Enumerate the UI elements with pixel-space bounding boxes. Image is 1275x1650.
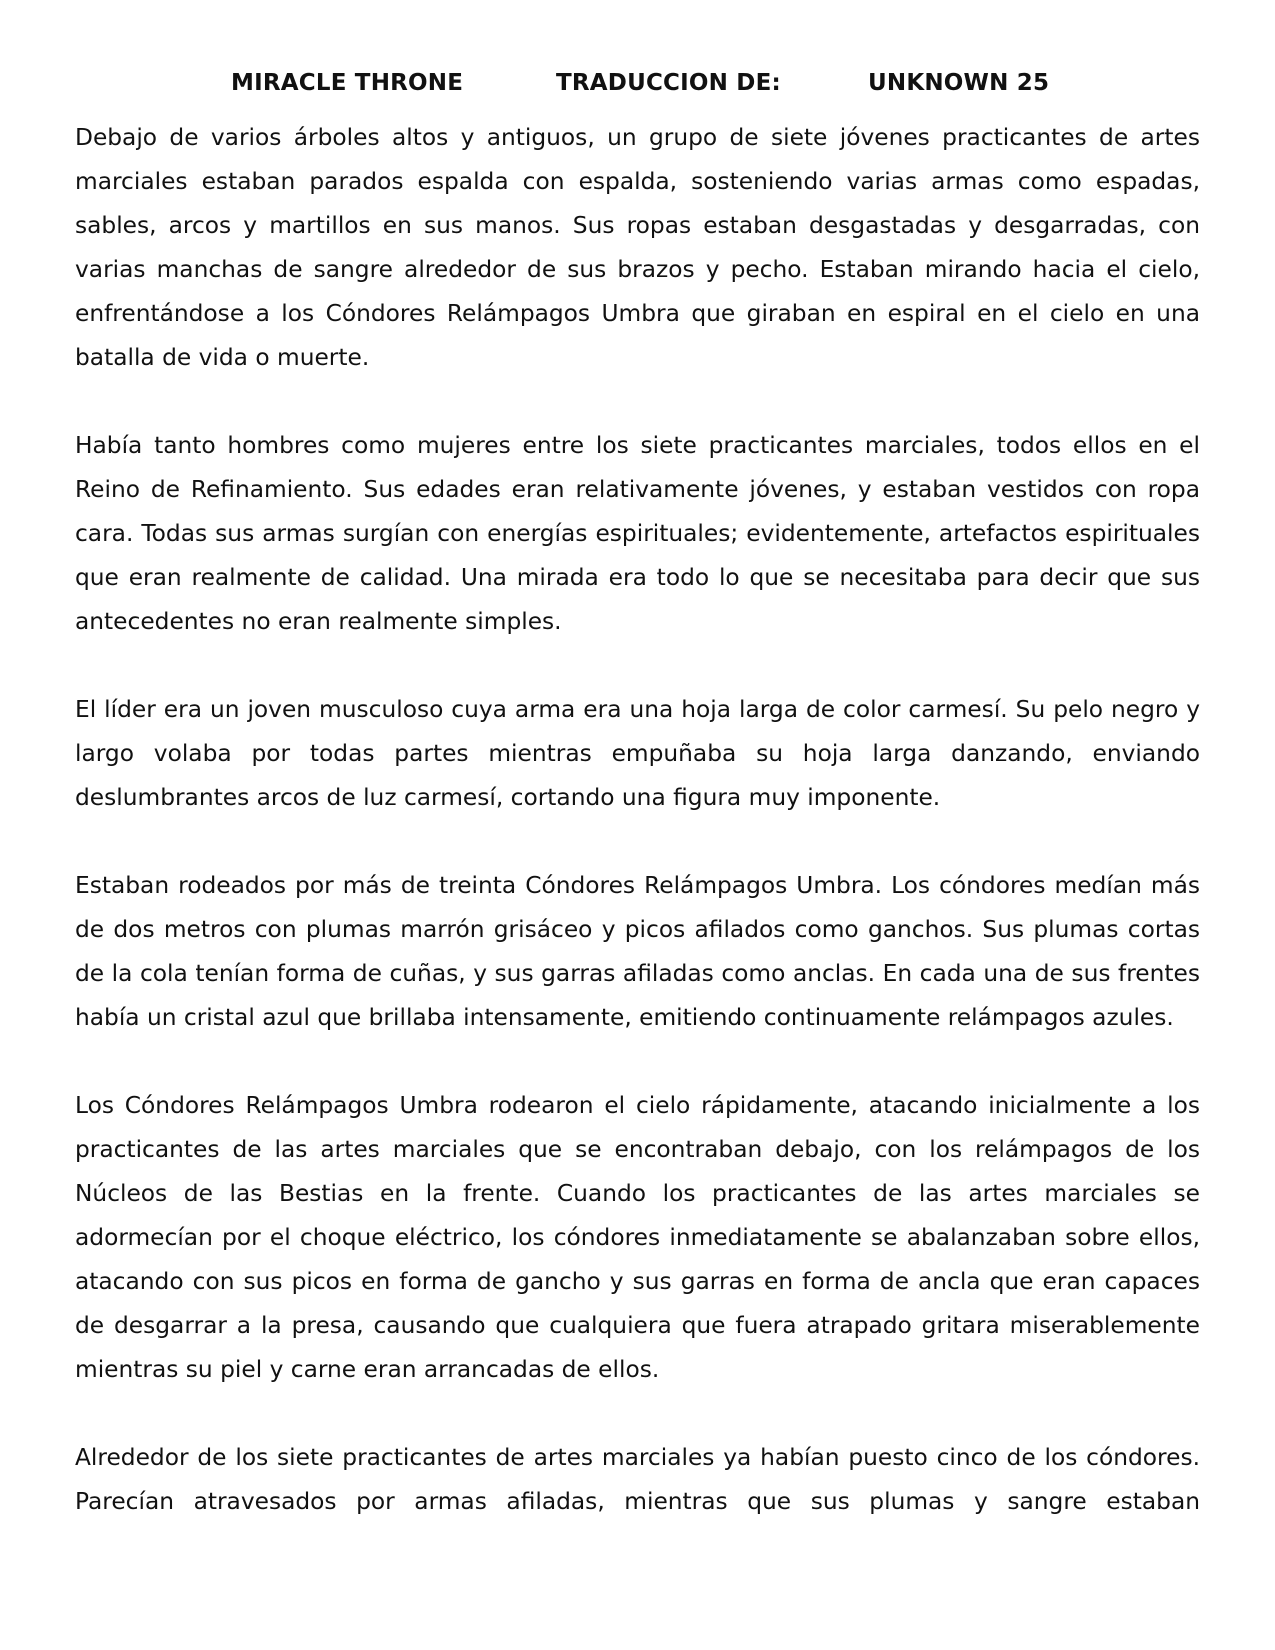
body-text (75, 116, 1200, 1568)
paragraph: Estaban rodeados por más de treinta Cóndores Relámpagos Umbra. Los cóndores medían más de dos metros con plumas marrón grisáceo y picos afilados como ganchos. Sus plumas cortas de la cola tenían forma de cuñas, y sus garras afiladas como anclas. En cada una de sus frentes había un cristal azul que brillaba intensamente, emitiendo continuamente relámpagos azules. (75, 872, 1200, 1031)
page-header (0, 70, 1275, 106)
paragraph: Había tanto hombres como mujeres entre los siete practicantes marciales, todos ellos en el Reino de Refinamiento. Sus edades eran relativamente jóvenes, y estaban vestidos con ropa cara. Todas sus armas surgían con energías espirituales; evidentemente, artefactos espirituales que eran realmente de calidad. Una mirada era todo lo que se necesitaba para decir que sus antecedentes no eran realmente simples. (75, 432, 1200, 635)
translation-label: TRADUCCION DE: (556, 70, 781, 96)
paragraph: Alrededor de los siete practicantes de artes marciales ya habían puesto cinco de los cóndores. Parecían atravesados por armas afiladas, mientras que sus plumas y sangre estaban (75, 1444, 1200, 1515)
paragraph: El líder era un joven musculoso cuya arma era una hoja larga de color carmesí. Su pelo negro y largo volaba por todas partes mientras empuñaba su hoja larga danzando, enviando deslumbrantes arcos de luz carmesí, cortando una figura muy imponente. (75, 696, 1200, 811)
paragraph: Debajo de varios árboles altos y antiguos, un grupo de siete jóvenes practicantes de artes marciales estaban parados espalda con espalda, sosteniendo varias armas como espadas, sables, arcos y martillos en sus manos. Sus ropas estaban desgastadas y desgarradas, con varias manchas de sangre alrededor de sus brazos y pecho. Estaban mirando hacia el cielo, enfrentándose a los Cóndores Relámpagos Umbra que giraban en espiral en el cielo en una batalla de vida o muerte. (75, 124, 1200, 371)
novel-title: MIRACLE THRONE (231, 70, 464, 96)
paragraph: Los Cóndores Relámpagos Umbra rodearon el cielo rápidamente, atacando inicialmente a los practicantes de las artes marciales que se encontraban debajo, con los relámpagos de los Núcleos de las Bestias en la frente. Cuando los practicantes de las artes marciales se adormecían por el choque eléctrico, los cóndores inmediatamente se abalanzaban sobre ellos, atacando con sus picos en forma de gancho y sus garras en forma de ancla que eran capaces de desgarrar a la presa, causando que cualquiera que fuera atrapado gritara miserablemente mientras su piel y carne eran arrancadas de ellos. (75, 1092, 1200, 1383)
translator-name: UNKNOWN 25 (868, 70, 1050, 96)
